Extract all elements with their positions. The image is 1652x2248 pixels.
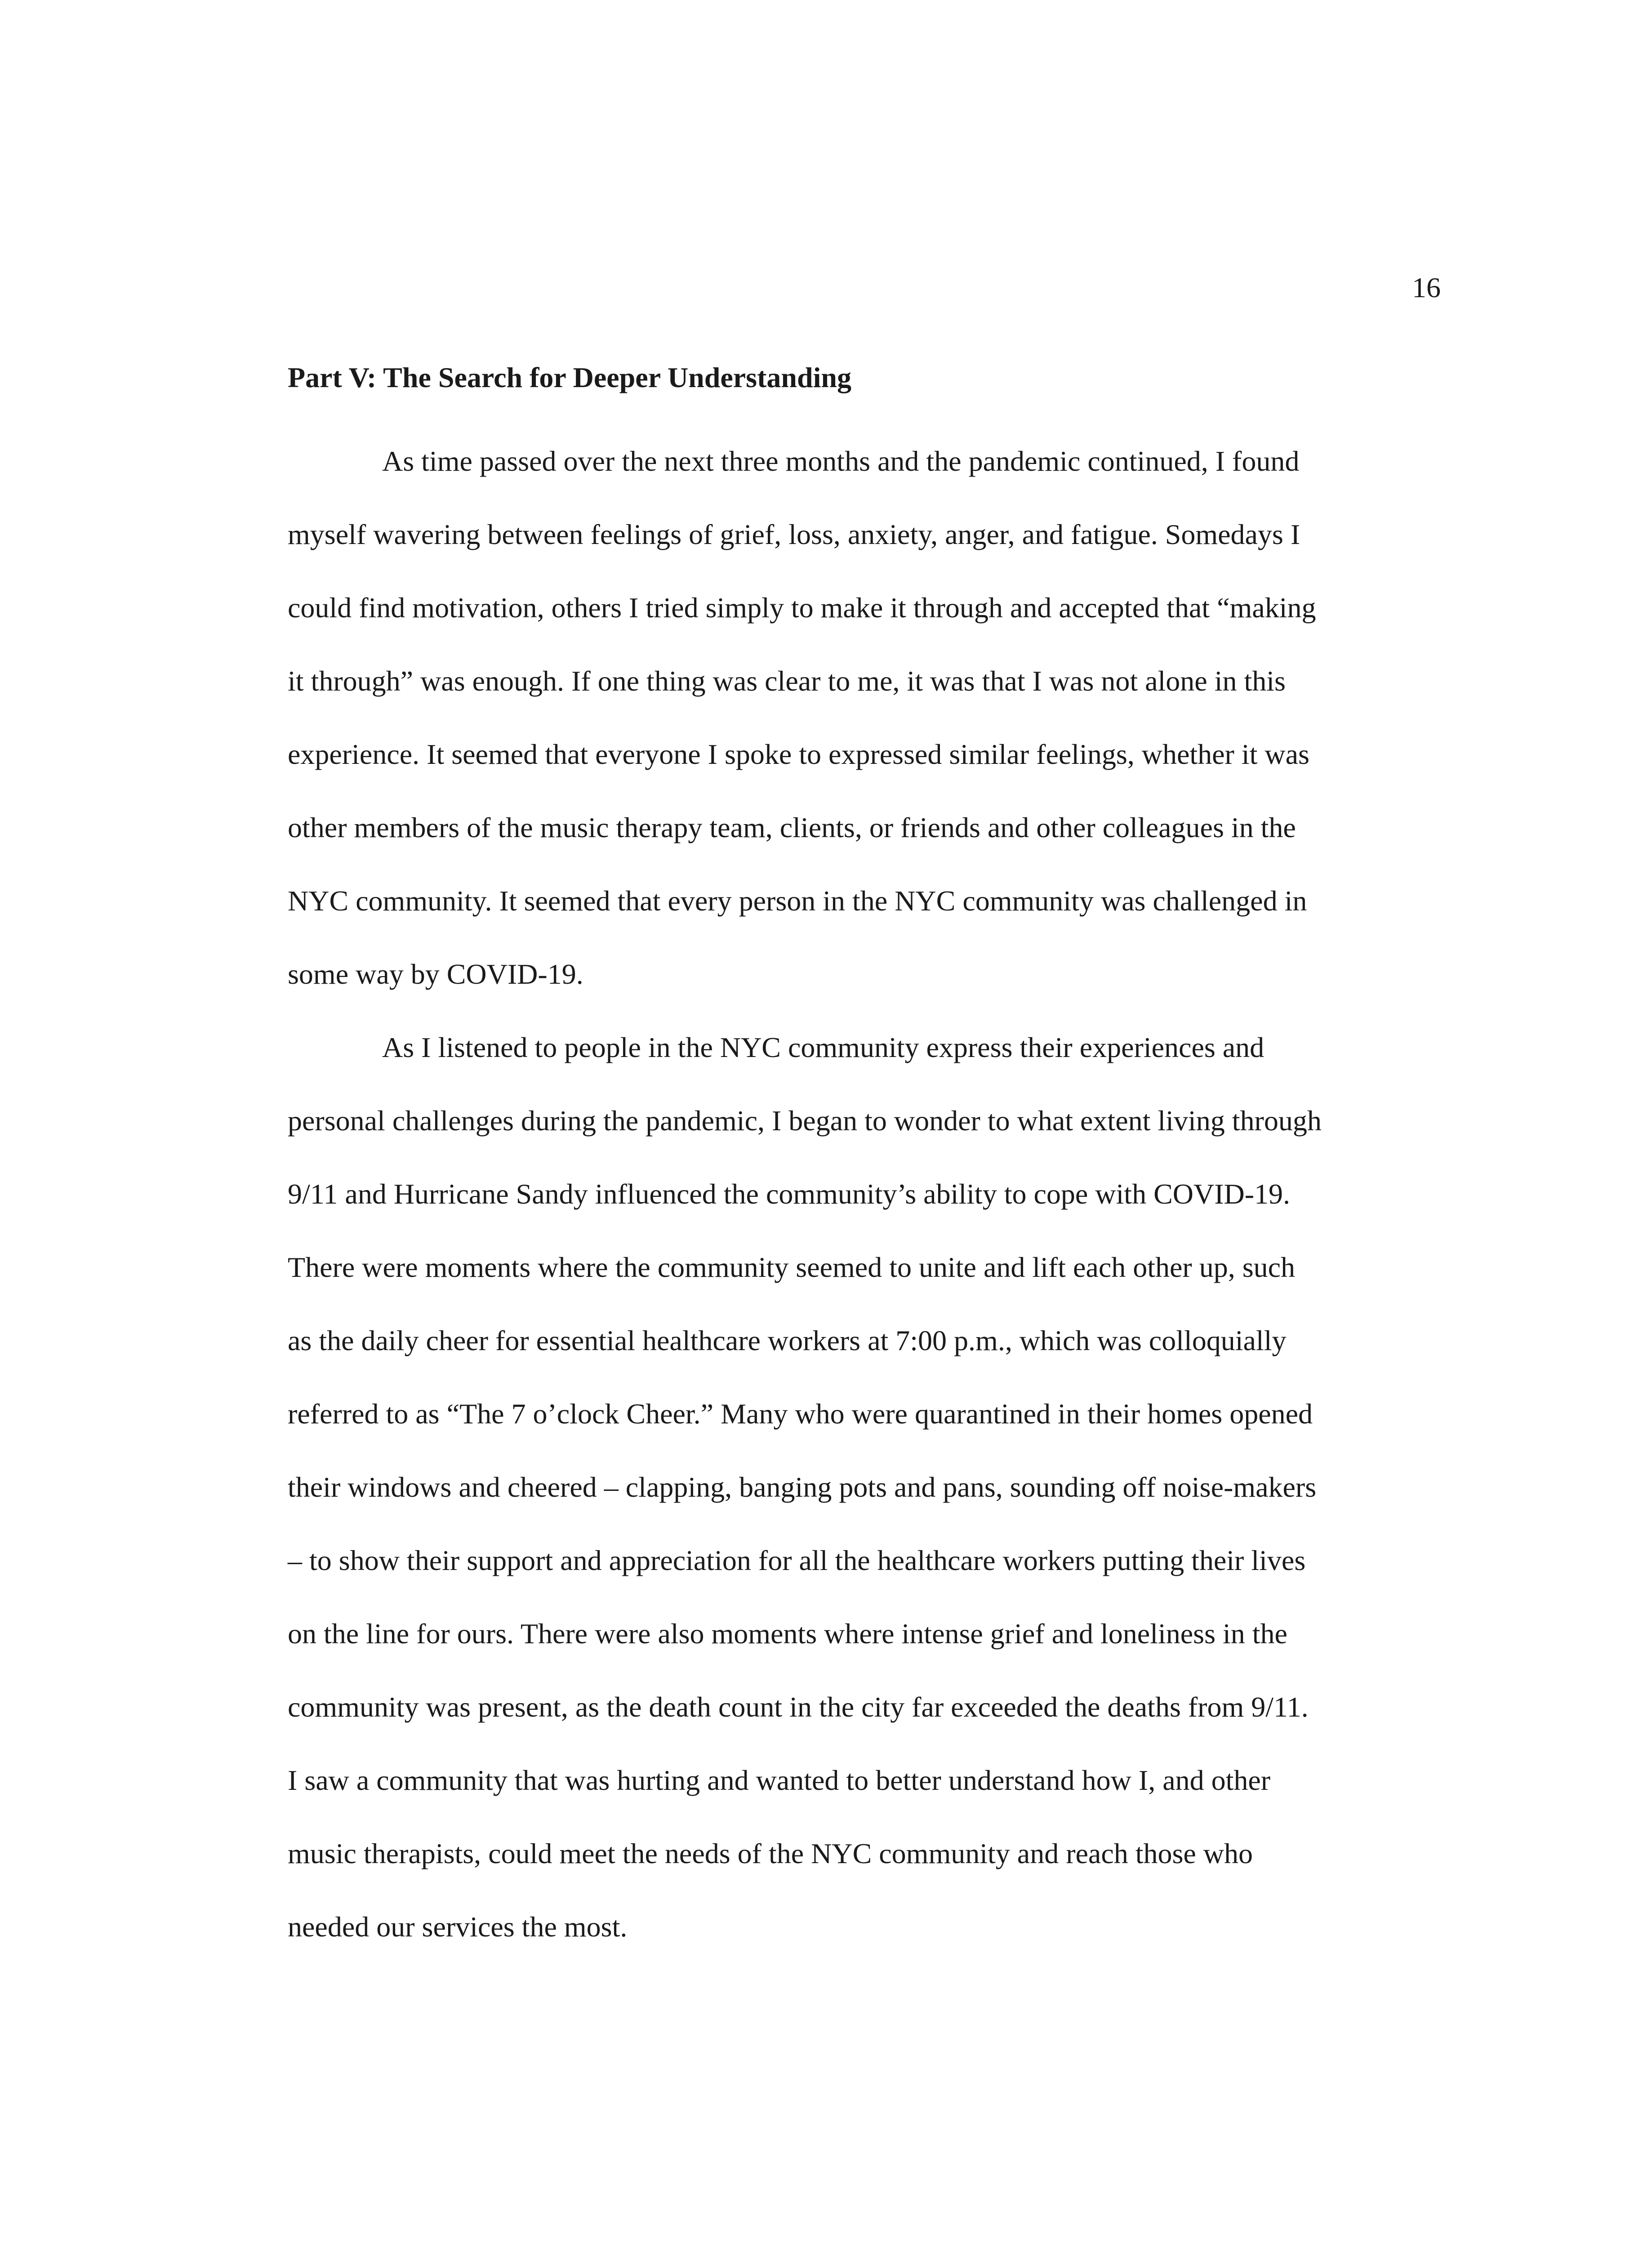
text-line: some way by COVID-19. xyxy=(288,958,583,990)
page-content xyxy=(288,360,1441,1963)
text-line: NYC community. It seemed that every person in the NYC community was challenged in xyxy=(288,885,1307,917)
text-line: it through” was enough. If one thing was clear to me, it was that I was not alone in this xyxy=(288,665,1286,697)
paragraph-1 xyxy=(288,424,1441,1011)
text-line: needed our services the most. xyxy=(288,1911,628,1943)
page-number: 16 xyxy=(1412,272,1441,303)
text-line: As time passed over the next three months and the pandemic continued, I found xyxy=(382,445,1300,477)
text-line: There were moments where the community seemed to unite and lift each other up, such xyxy=(288,1251,1296,1283)
text-line: – to show their support and appreciation for all the healthcare workers putting their lives xyxy=(288,1544,1306,1576)
text-line: As I listened to people in the NYC community express their experiences and xyxy=(382,1031,1265,1063)
text-line: I saw a community that was hurting and wanted to better understand how I, and other xyxy=(288,1764,1271,1796)
text-line: myself wavering between feelings of grief, loss, anxiety, anger, and fatigue. Somedays I xyxy=(288,518,1300,550)
text-line: as the daily cheer for essential healthcare workers at 7:00 p.m., which was colloquially xyxy=(288,1325,1287,1356)
paragraph-2 xyxy=(288,1011,1441,1963)
text-line: music therapists, could meet the needs of the NYC community and reach those who xyxy=(288,1838,1253,1869)
text-line: could find motivation, others I tried simply to make it through and accepted that “making xyxy=(288,592,1316,624)
text-line: their windows and cheered – clapping, banging pots and pans, sounding off noise-makers xyxy=(288,1471,1317,1503)
section-heading: Part V: The Search for Deeper Understanding xyxy=(288,361,851,393)
text-line: experience. It seemed that everyone I spoke to expressed similar feelings, whether it was xyxy=(288,738,1309,770)
text-line: on the line for ours. There were also moments where intense grief and loneliness in the xyxy=(288,1618,1287,1650)
text-line: other members of the music therapy team, clients, or friends and other colleagues in the xyxy=(288,812,1296,843)
text-line: referred to as “The 7 o’clock Cheer.” Many who were quarantined in their homes opened xyxy=(288,1398,1313,1430)
text-line: 9/11 and Hurricane Sandy influenced the community’s ability to cope with COVID-19. xyxy=(288,1178,1291,1210)
text-line: personal challenges during the pandemic, I began to wonder to what extent living through xyxy=(288,1105,1322,1137)
text-line: community was present, as the death count in the city far exceeded the deaths from 9/11. xyxy=(288,1691,1309,1723)
